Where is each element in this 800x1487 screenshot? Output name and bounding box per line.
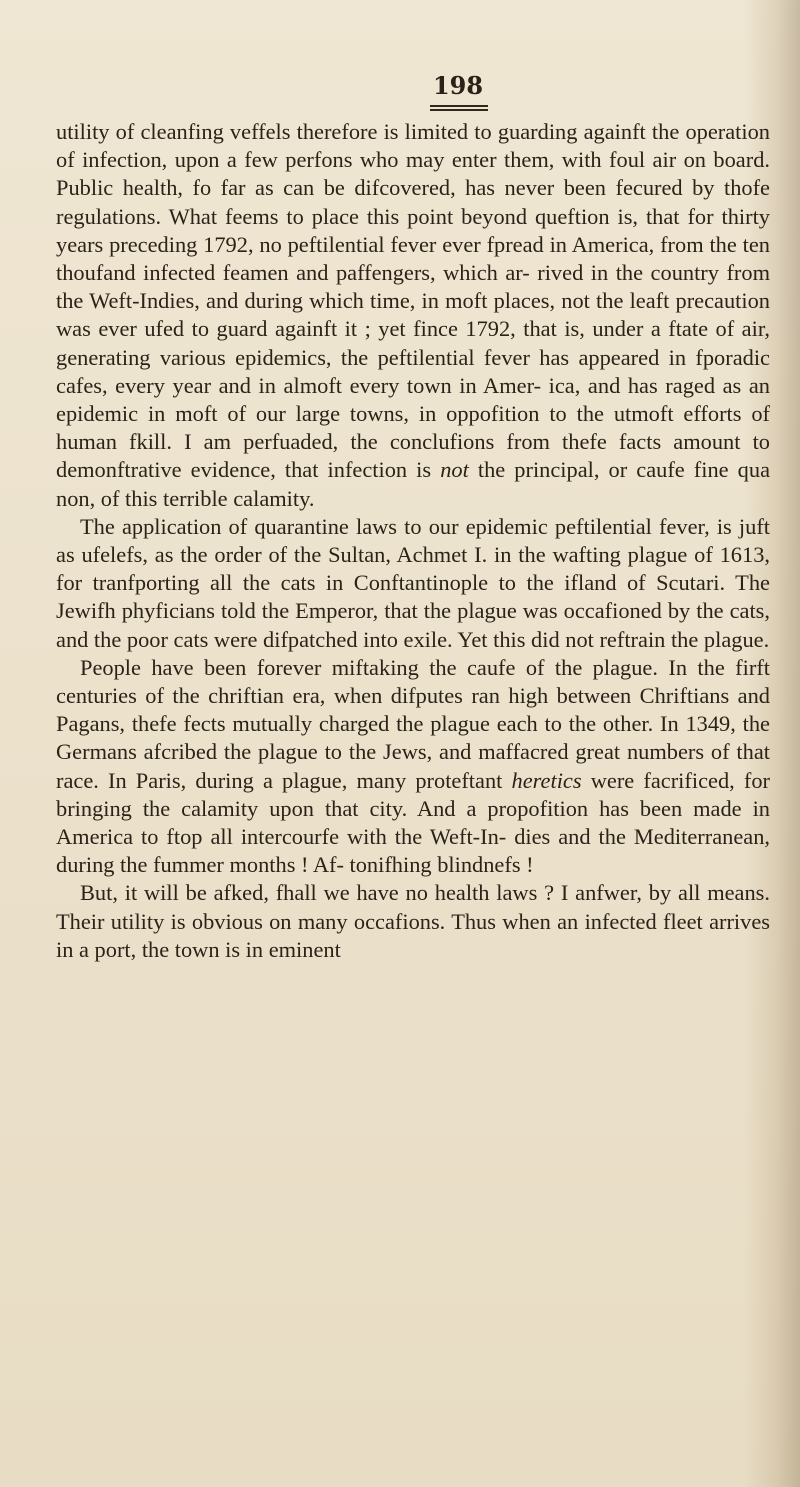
- text-run: The application of quarantine laws to our epidemic peftilential fever, is juft as ufelefs, as the order of the Sultan, Achmet I. in the wafting plague of 1613, for tranfporting all the cats in Conftantinople to the ifland of Scutari. The Jewifh phyficians told the Emperor, that the plague was occafioned by the cats, and the poor cats were difpatched into exile. Yet this did not reftrain the plague.: [56, 513, 770, 652]
- paragraph-p3: [56, 654, 770, 880]
- italic-text: heretics: [511, 767, 582, 793]
- text-run: But, it will be afked, fhall we have no health laws ? I anfwer, by all means. Their utility is obvious on many occafions. Thus when an infected fleet arrives in a port, the town is in eminent: [56, 880, 770, 962]
- text-run: were facrificed, for bringing the calamity upon that city. And a propofition has been made in America to ftop all intercourfe with the Weft-In- dies and the Mediterranean, during the fummer months ! Af- tonifhing blindnefs !: [56, 767, 770, 878]
- text-run: utility of cleanfing veffels therefore is limited to guarding againft the operation of infection, upon a few perfons who may enter them, with foul air on board. Public health, fo far as can be difcovered, has never been fecured by thofe regulations. What feems to place this point beyond queftion is, that for thirty years preceding 1792, no peftilential fever ever fpread in America, from the ten thoufand infected feamen and paffengers, which ar- rived in the country from the Weft-Indies, and during which time, in moft places, not the leaft precaution was ever ufed to guard againft it ; yet fince 1792, that is, under a ftate of air, generating various epidemics, the peftilential fever has appeared in fporadic cafes, every year and in almoft every town in Amer- ica, and has raged as an epidemic in moft of our large towns, in oppofition to the utmoft efforts of human fkill. I am perfuaded, the conclufions from thefe facts amount to demonftrative evidence, that infection is: [56, 119, 770, 483]
- text-run: the principal, or caufe fine qua non, of this terrible calamity.: [56, 457, 771, 511]
- header-rule: [430, 105, 488, 111]
- paragraph-p4: [56, 879, 770, 964]
- italic-text: not: [440, 457, 469, 483]
- paragraph-p2: [56, 513, 770, 654]
- page-number: 198: [432, 71, 484, 100]
- body-text: [56, 118, 770, 964]
- paragraph-p1: [56, 118, 770, 513]
- text-run: People have been forever miftaking the caufe of the plague. In the firft centuries of the chriftian era, when difputes ran high between Chriftians and Pagans, thefe fects mutually charged the plague each to the other. In 1349, the Germans afcribed the plague to the Jews, and maffacred great numbers of that race. In Paris, during a plague, many proteftant: [56, 654, 770, 793]
